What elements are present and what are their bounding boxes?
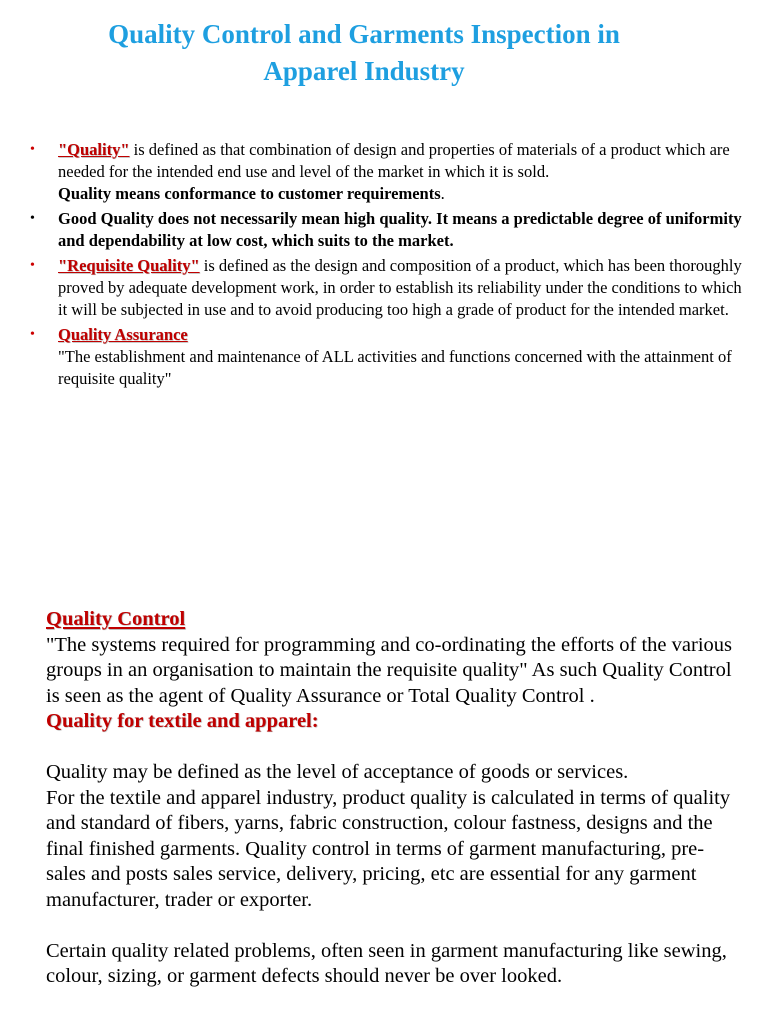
bullet-icon: • — [30, 211, 35, 226]
textile-apparel-heading: Quality for textile and apparel: — [46, 710, 319, 732]
bullet-icon: • — [30, 258, 35, 273]
list-item-good-quality — [30, 208, 745, 252]
term-requisite-quality: "Requisite Quality" — [58, 256, 200, 275]
quality-control-heading: Quality Control — [46, 608, 186, 630]
term-quality-assurance: Quality Assurance — [58, 325, 188, 344]
title-line-2: Apparel Industry — [263, 56, 465, 86]
bullet-icon: • — [30, 142, 35, 157]
paragraph-textile-industry: For the textile and apparel industry, product quality is calculated in terms of quality and standard of fibers, yarns, fabric construction, colour fastness, designs and the final finished garments. Quality control in terms of garment manufacturing, pre-sales and posts sales service, delivery, pricing, etc are essential for any garment manufacturer, trader or exporter. — [46, 786, 731, 911]
quality-definition: is defined as that combination of design and properties of materials of a product which are needed for the intended end use and level of the market in which it is sold. — [58, 140, 730, 181]
quality-control-text: "The systems required for programming and co-ordinating the efforts of the various groups in an organisation to maintain the requisite quality" As such Quality Control is seen as the agent of Quality Assurance or Total Quality Control . — [46, 633, 733, 707]
list-item-quality — [30, 139, 745, 205]
list-item-quality-assurance — [30, 324, 745, 390]
paragraph-quality-problems: Certain quality related problems, often seen in garment manufacturing like sewing, colour, sizing, or garment defects should never be over looked. — [46, 939, 727, 987]
requisite-quality-definition: is defined as the design and composition of a product, which has been thoroughly proved by adequate development work, in order to establish its reliability under the conditions to which it will be subjected in use and to avoid producing too high a grade of product for the intended market. — [58, 256, 742, 319]
title-line-1: Quality Control and Garments Inspection in — [108, 19, 620, 49]
quality-conformance-statement: Quality means conformance to customer requirements — [58, 184, 441, 203]
quality-control-section — [46, 607, 736, 990]
bullet-icon: • — [30, 327, 35, 342]
quality-assurance-definition: "The establishment and maintenance of ALL activities and functions concerned with the attainment of requisite quality" — [58, 347, 732, 388]
page-title — [40, 16, 688, 90]
sentence-end: . — [440, 184, 445, 203]
good-quality-statement: Good Quality does not necessarily mean high quality. It means a predictable degree of uniformity and dependability at low cost, which suits to the market. — [58, 209, 742, 250]
term-quality: "Quality" — [58, 140, 130, 159]
definitions-list — [30, 139, 745, 393]
list-item-requisite-quality — [30, 255, 745, 321]
paragraph-acceptance: Quality may be defined as the level of acceptance of goods or services. — [46, 761, 629, 783]
